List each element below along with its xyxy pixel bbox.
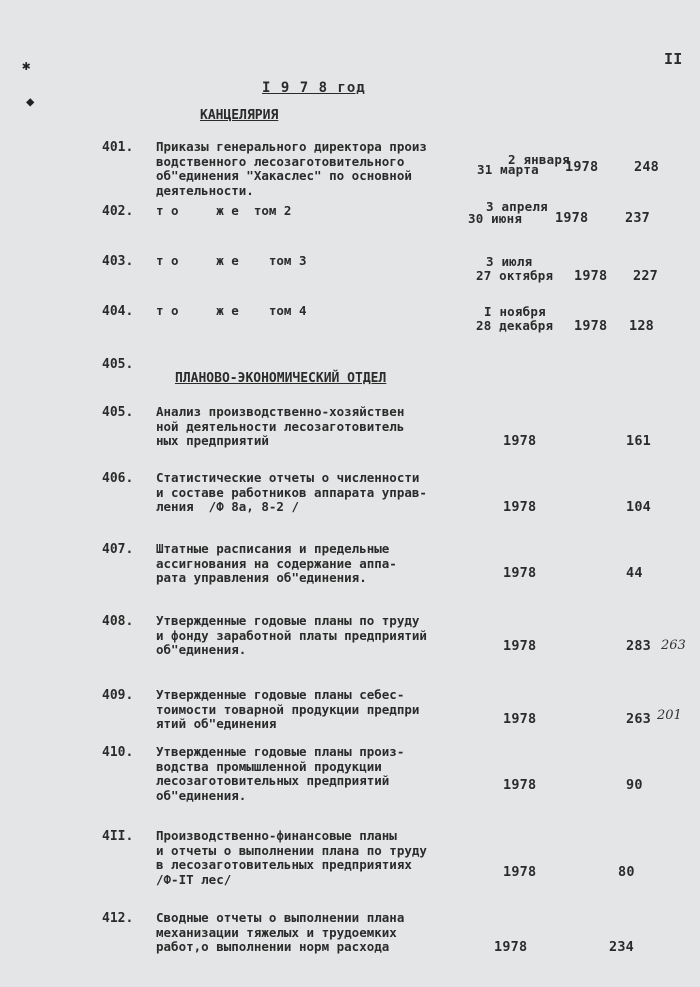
row-number: 405. <box>102 357 134 372</box>
row-pages: 44 <box>626 565 643 581</box>
row-date-start: I ноября <box>484 304 546 319</box>
row-year: 1978 <box>503 499 537 515</box>
row-description: Приказы генерального директора произ водственного лесозаготовительного об"единения "Хакаслес" по основной деятельности. <box>156 139 427 198</box>
row-year: 1978 <box>574 318 608 334</box>
row-pages: 227 <box>633 268 658 284</box>
row-pages: 90 <box>626 777 643 793</box>
row-pages: 161 <box>626 433 651 449</box>
row-number: 408. <box>102 614 134 629</box>
row-description: Сводные отчеты о выполнении плана механизации тяжелых и трудоемких работ,о выполнении норм расхода <box>156 910 405 954</box>
row-date-end: 31 марта <box>477 162 539 177</box>
row-number: 409. <box>102 688 134 703</box>
row-number: 403. <box>102 254 134 269</box>
row-date-end: 27 октября <box>476 268 554 283</box>
row-pages: 283 <box>626 638 651 654</box>
row-pages: 80 <box>618 864 635 880</box>
row-year: 1978 <box>574 268 608 284</box>
row-number: 410. <box>102 745 134 760</box>
row-date-end: 28 декабря <box>476 318 554 333</box>
row-number: 405. <box>102 405 134 420</box>
row-pages: 234 <box>609 939 634 955</box>
row-description: Статистические отчеты о численности и составе работников аппарата управ- ления /Ф 8а, 8-2 / <box>156 470 427 514</box>
row-number: 404. <box>102 304 134 319</box>
row-year: 1978 <box>503 565 537 581</box>
row-year: 1978 <box>503 777 537 793</box>
row-date-start: 3 июля <box>486 254 533 269</box>
section-title-chancellery: КАНЦЕЛЯРИЯ <box>200 108 279 123</box>
punch-mark-icon: ◆ <box>26 94 35 110</box>
row-date-start: 2 января <box>508 152 570 167</box>
row-number: 407. <box>102 542 134 557</box>
row-number: 406. <box>102 471 134 486</box>
row-pages: 128 <box>629 318 654 334</box>
row-year: 1978 <box>503 433 537 449</box>
row-description: Утвержденные годовые планы себес- тоимости товарной продукции предпри ятий об"единения <box>156 687 420 731</box>
row-description: Утвержденные годовые планы по труду и фонду заработной платы предприятий об"единения. <box>156 613 427 657</box>
row-pages: 237 <box>625 210 650 226</box>
row-number: 412. <box>102 911 134 926</box>
row-description: т о ж е том 2 <box>156 203 292 218</box>
row-year: 1978 <box>503 711 537 727</box>
row-date-end: 30 июня <box>468 211 523 226</box>
page-number: II <box>664 50 683 68</box>
row-number: 4II. <box>102 829 134 844</box>
punch-mark-icon: ✱ <box>22 58 31 74</box>
row-description: Штатные расписания и предельные ассигнования на содержание аппа- рата управления об"единения. <box>156 541 397 585</box>
row-description: Анализ производственно-хозяйствен ной деятельности лесозаготовитель ных предприятий <box>156 404 405 448</box>
row-description: Производственно-финансовые планы и отчеты о выполнении плана по труду в лесозаготовительных предприятиях /Ф-IТ лес/ <box>156 828 427 887</box>
handwritten-correction: 201 <box>657 708 682 723</box>
row-pages: 263 <box>626 711 651 727</box>
section-title-planning: ПЛАНОВО-ЭКОНОМИЧЕСКИЙ ОТДЕЛ <box>175 371 387 386</box>
row-year: 1978 <box>555 210 589 226</box>
row-year: 1978 <box>503 864 537 880</box>
row-description: т о ж е том 4 <box>156 303 307 318</box>
row-year: 1978 <box>494 939 528 955</box>
handwritten-correction: 263 <box>661 638 686 653</box>
row-year: 1978 <box>565 159 599 175</box>
row-pages: 104 <box>626 499 651 515</box>
row-number: 401. <box>102 140 134 155</box>
row-description: т о ж е том 3 <box>156 253 307 268</box>
row-date-start: 3 апреля <box>486 199 548 214</box>
row-year: 1978 <box>503 638 537 654</box>
year-title: I 9 7 8 год <box>262 80 366 96</box>
row-description: Утвержденные годовые планы произ- водства промышленной продукции лесозаготовительных предприятий об"единения. <box>156 744 405 803</box>
row-pages: 248 <box>634 159 659 175</box>
row-number: 402. <box>102 204 134 219</box>
